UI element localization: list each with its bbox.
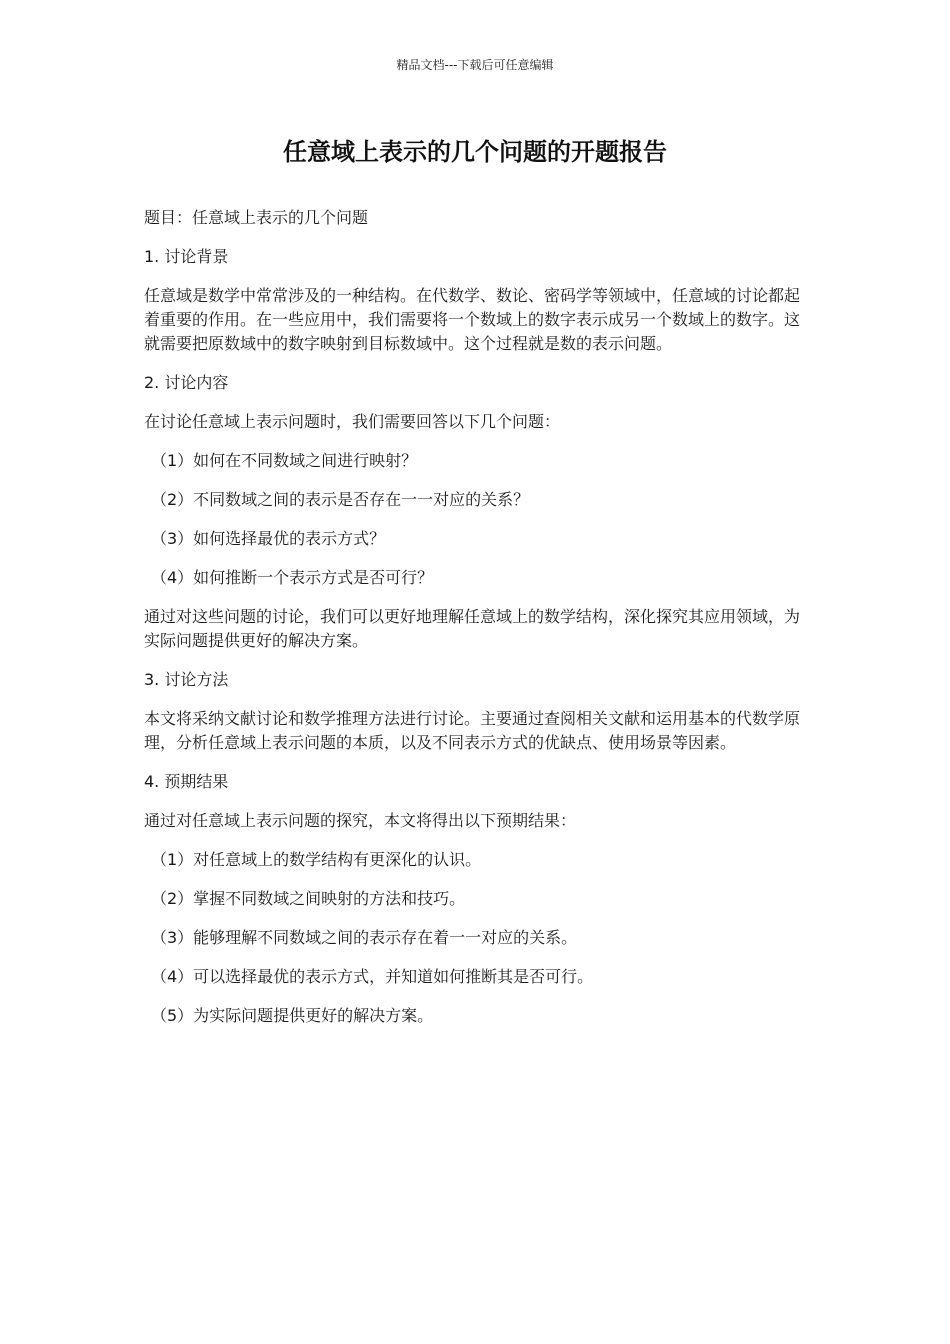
results-list-item: （5）为实际问题提供更好的解决方案。 [151, 1006, 434, 1025]
subject-line: 题目：任意域上表示的几个问题 [144, 208, 369, 227]
content-list-item: （4）如何推断一个表示方式是否可行？ [151, 568, 434, 587]
content-list-item: （3）如何选择最优的表示方式？ [151, 529, 386, 548]
section-heading-method: 3. 讨论方法 [144, 670, 229, 689]
results-list-item: （2）掌握不同数域之间映射的方法和技巧。 [151, 889, 466, 908]
results-list-item: （1）对任意域上的数学结构有更深化的认识。 [151, 850, 482, 869]
content-intro: 在讨论任意域上表示问题时，我们需要回答以下几个问题： [144, 412, 561, 431]
document-title: 任意域上表示的几个问题的开题报告 [283, 138, 667, 166]
document-body [144, 206, 800, 1043]
content-list-item: （2）不同数域之间的表示是否存在一一对应的关系？ [151, 490, 530, 509]
results-intro: 通过对任意域上表示问题的探究，本文将得出以下预期结果： [144, 811, 577, 830]
section-heading-content: 2. 讨论内容 [144, 373, 229, 392]
running-header: 精品文档---下载后可任意编辑 [396, 58, 554, 72]
section-heading-background: 1. 讨论背景 [144, 247, 229, 266]
content-list-item: （1）如何在不同数域之间进行映射？ [151, 451, 418, 470]
results-list-item: （4）可以选择最优的表示方式，并知道如何推断其是否可行。 [151, 967, 594, 986]
content-conclusion: 通过对这些问题的讨论，我们可以更好地理解任意域上的数学结构，深化探究其应用领域，为实际问题提供更好的解决方案。 [144, 607, 801, 650]
method-paragraph: 本文将采纳文献讨论和数学推理方法进行讨论。主要通过查阅相关文献和运用基本的代数学原理，分析任意域上表示问题的本质，以及不同表示方式的优缺点、使用场景等因素。 [144, 709, 801, 752]
background-paragraph: 任意域是数学中常常涉及的一种结构。在代数学、数论、密码学等领域中，任意域的讨论都起着重要的作用。在一些应用中，我们需要将一个数域上的数字表示成另一个数域上的数字。这就需要把原数域中的数字映射到目标数域中。这个过程就是数的表示问题。 [144, 286, 801, 353]
section-heading-results: 4. 预期结果 [144, 772, 229, 791]
results-list-item: （3）能够理解不同数域之间的表示存在着一一对应的关系。 [151, 928, 578, 947]
